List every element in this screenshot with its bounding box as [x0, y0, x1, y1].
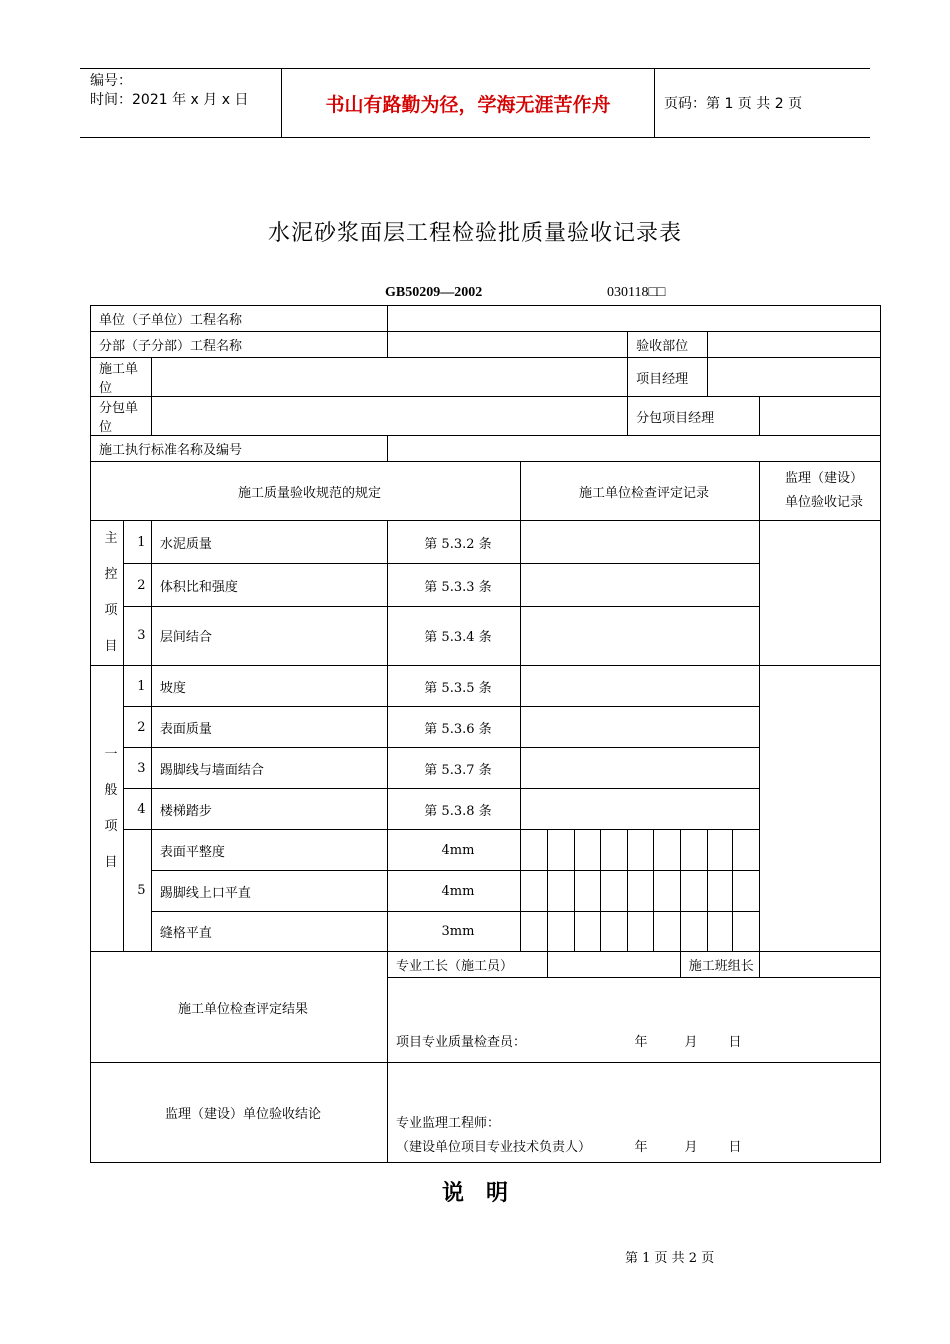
- result-day: 日: [728, 1035, 742, 1050]
- sub-project-label: [91, 332, 388, 358]
- tolerance-item-value: 4mm: [387, 871, 520, 912]
- check-record-header: 施工单位检查评定记录: [520, 462, 759, 521]
- measure-cell[interactable]: [547, 912, 574, 952]
- result-year: 年: [634, 1035, 648, 1050]
- general-item-clause: 第 5.3.6 条: [387, 707, 520, 748]
- main-item-no: 3: [123, 606, 151, 665]
- header-meta: [80, 69, 282, 137]
- spec-header: 施工质量验收规范的规定: [91, 462, 521, 521]
- subcontract-manager-value[interactable]: [760, 397, 881, 436]
- measure-cell[interactable]: [601, 830, 628, 871]
- conclusion-signature-area[interactable]: [387, 1063, 880, 1163]
- page-header: [80, 68, 870, 138]
- general-item-record[interactable]: [520, 666, 759, 707]
- main-group-char-3: 项: [104, 603, 118, 618]
- general-item-no: 3: [123, 748, 151, 789]
- measure-cell[interactable]: [628, 871, 654, 912]
- main-item-clause: 第 5.3.2 条: [387, 521, 520, 564]
- measure-cell[interactable]: [707, 871, 733, 912]
- document-date: 时间：2021 年 x 月 x 日: [90, 92, 249, 108]
- subcontract-unit-label: 分包单位: [91, 397, 152, 436]
- sub-project-text: 分部（子分部）工程名称: [99, 339, 243, 354]
- foreman-value[interactable]: [547, 952, 680, 978]
- project-manager-label: 项目经理: [628, 358, 707, 397]
- main-item-name: 水泥质量: [151, 521, 387, 564]
- standard-name-label: 施工执行标准名称及编号: [91, 436, 388, 462]
- measure-cell[interactable]: [707, 912, 733, 952]
- subcontract-manager-label: 分包项目经理: [628, 397, 760, 436]
- general-item-no: 4: [123, 789, 151, 830]
- main-item-record[interactable]: [520, 564, 759, 606]
- measure-cell[interactable]: [680, 871, 707, 912]
- general-item-no: 2: [123, 707, 151, 748]
- result-month: 月: [684, 1035, 698, 1050]
- engineer-label: 专业监理工程师：: [395, 1116, 500, 1131]
- general-item-record[interactable]: [520, 707, 759, 748]
- measure-cell[interactable]: [653, 912, 680, 952]
- measure-cell[interactable]: [547, 871, 574, 912]
- form-code: 030118□□: [607, 285, 666, 300]
- inspector-label: 项目专业质量检查员：: [395, 1035, 526, 1050]
- general-group-char-2: 般: [104, 782, 118, 798]
- general-item-clause: 第 5.3.8 条: [387, 789, 520, 830]
- main-items-group: [91, 521, 124, 666]
- measure-cell[interactable]: [520, 830, 547, 871]
- acceptance-part-value[interactable]: [707, 332, 880, 358]
- tech-lead-label: （建设单位项目专业技术负责人）: [395, 1140, 591, 1155]
- standard-code: GB50209—2002: [385, 285, 483, 300]
- supervision-header-line1: 监理（建设）: [785, 471, 864, 486]
- tolerance-item-name: 表面平整度: [151, 830, 387, 871]
- measure-cell[interactable]: [733, 871, 760, 912]
- main-item-record[interactable]: [520, 521, 759, 564]
- main-item-no: 1: [123, 521, 151, 564]
- section-heading: 说明: [441, 1181, 530, 1206]
- main-supervision-record[interactable]: [760, 521, 881, 666]
- general-group-char-3: 项: [104, 818, 118, 834]
- subcontract-unit-value[interactable]: [151, 397, 627, 436]
- measure-cell[interactable]: [628, 830, 654, 871]
- supervision-header: [760, 462, 881, 521]
- result-signature-area[interactable]: [387, 978, 880, 1063]
- measure-cell[interactable]: [653, 871, 680, 912]
- measure-cell[interactable]: [601, 871, 628, 912]
- tolerance-item-value: 3mm: [387, 912, 520, 952]
- conclusion-label: 监理（建设）单位验收结论: [91, 1063, 388, 1163]
- main-group-char-1: 主: [104, 531, 118, 546]
- conclusion-year: 年: [634, 1140, 648, 1155]
- conclusion-month: 月: [684, 1140, 698, 1155]
- conclusion-day: 日: [728, 1140, 742, 1155]
- tolerance-item-name: 踢脚线上口平直: [151, 871, 387, 912]
- measure-cell[interactable]: [680, 830, 707, 871]
- measure-cell[interactable]: [733, 912, 760, 952]
- main-group-char-2: 控: [104, 567, 118, 582]
- header-motto: 书山有路勤为径，学海无涯苦作舟: [282, 69, 655, 137]
- main-group-char-4: 目: [104, 639, 118, 654]
- measure-cell[interactable]: [628, 912, 654, 952]
- inspection-table: [90, 305, 881, 1163]
- unit-project-value[interactable]: [387, 306, 880, 332]
- measure-cell[interactable]: [601, 912, 628, 952]
- tolerance-item-name: 缝格平直: [151, 912, 387, 952]
- team-leader-label: 施工班组长: [680, 952, 759, 978]
- team-leader-value[interactable]: [760, 952, 881, 978]
- main-item-clause: 第 5.3.4 条: [387, 606, 520, 665]
- measure-cell[interactable]: [574, 912, 601, 952]
- general-item-name: 坡度: [151, 666, 387, 707]
- construction-unit-value[interactable]: [151, 358, 627, 397]
- measure-cell[interactable]: [680, 912, 707, 952]
- tolerance-item-value: 4mm: [387, 830, 520, 871]
- document-number-label: 编号：: [90, 73, 132, 89]
- measure-cell[interactable]: [574, 830, 601, 871]
- measure-cell[interactable]: [520, 912, 547, 952]
- measure-cell[interactable]: [733, 830, 760, 871]
- construction-unit-label: 施工单位: [91, 358, 152, 397]
- foreman-label: 专业工长（施工员）: [387, 952, 547, 978]
- header-page-info: 页码：第 1 页 共 2 页: [664, 96, 803, 112]
- measure-cell[interactable]: [547, 830, 574, 871]
- form-title: 水泥砂浆面层工程检验批质量验收记录表: [267, 221, 682, 246]
- main-item-record[interactable]: [520, 606, 759, 665]
- measure-cell[interactable]: [707, 830, 733, 871]
- general-item-name: 楼梯踏步: [151, 789, 387, 830]
- unit-project-label: 单位（子单位）工程名称: [91, 306, 388, 332]
- general-item-clause: 第 5.3.5 条: [387, 666, 520, 707]
- general-item-record[interactable]: [520, 748, 759, 789]
- page-footer: 第 1 页 共 2 页: [625, 1251, 715, 1266]
- general-item-no: 1: [123, 666, 151, 707]
- general-supervision-record[interactable]: [760, 666, 881, 952]
- result-label: 施工单位检查评定结果: [91, 952, 388, 1063]
- main-item-no: 2: [123, 564, 151, 606]
- standard-name-value[interactable]: [387, 436, 880, 462]
- main-item-clause: 第 5.3.3 条: [387, 564, 520, 606]
- general-group-char-1: 一: [104, 746, 118, 762]
- general-items-group: [91, 666, 124, 952]
- general-group-char-4: 目: [104, 854, 118, 870]
- supervision-header-line2: 单位验收记录: [785, 495, 864, 510]
- measure-cell[interactable]: [520, 871, 547, 912]
- general-item-name: 表面质量: [151, 707, 387, 748]
- main-item-name: 层间结合: [151, 606, 387, 665]
- sub-project-value[interactable]: [387, 332, 627, 358]
- project-manager-value[interactable]: [707, 358, 880, 397]
- tolerance-item-no: 5: [123, 830, 151, 952]
- measure-cell[interactable]: [653, 830, 680, 871]
- acceptance-part-label: 验收部位: [628, 332, 707, 358]
- general-item-record[interactable]: [520, 789, 759, 830]
- main-item-name: 体积比和强度: [151, 564, 387, 606]
- measure-cell[interactable]: [574, 871, 601, 912]
- general-item-clause: 第 5.3.7 条: [387, 748, 520, 789]
- general-item-name: 踢脚线与墙面结合: [151, 748, 387, 789]
